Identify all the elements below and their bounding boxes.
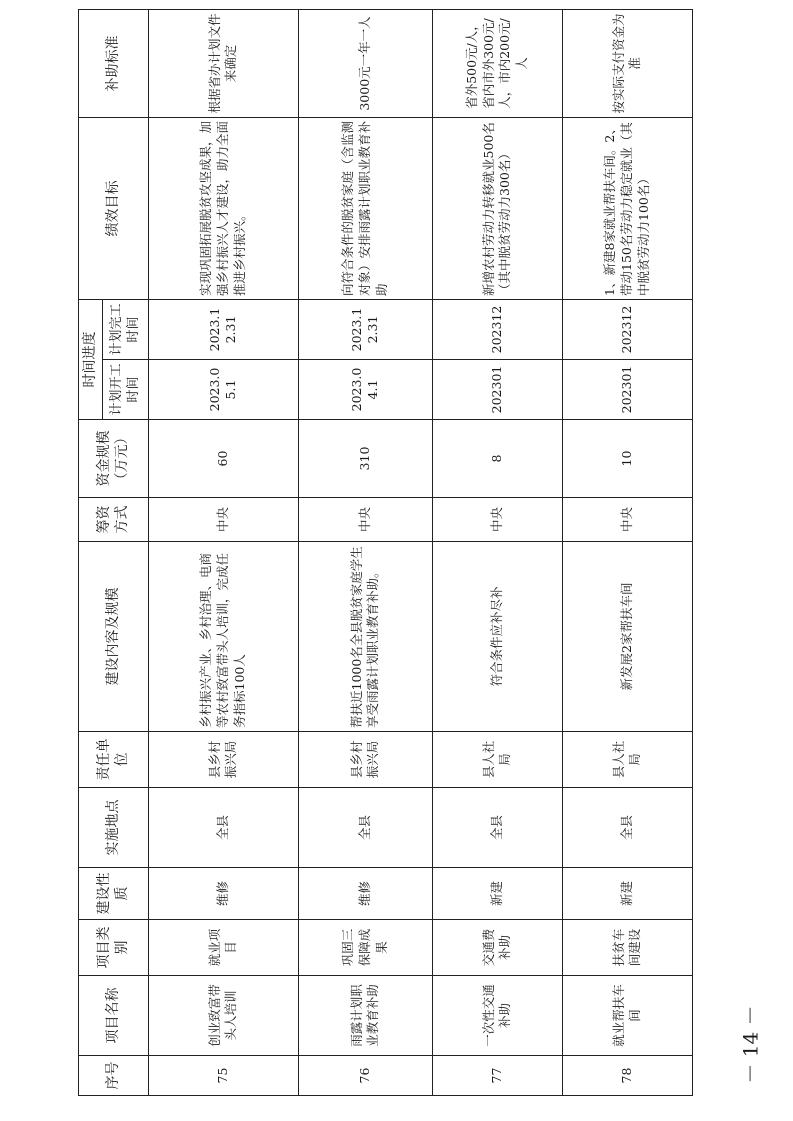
cell-scale: 8 [432, 420, 562, 498]
cell-standard: 根据省办计划文件来确定 [148, 10, 298, 118]
cell-start: 202301 [432, 360, 562, 420]
cell-content: 帮扶近1000名全县脱贫家庭学生享受雨露计划职业教育补助。 [298, 542, 432, 732]
cell-goal: 向符合条件的脱贫家庭（含监测对象）安排雨露计划职业教育补助 [298, 118, 432, 300]
cell-responsible: 县乡村振兴局 [298, 732, 432, 788]
cell-goal: 实现巩固拓展脱贫攻坚成果，加强乡村振兴人才建设，助力全面推进乡村振兴。 [148, 118, 298, 300]
cell-funding: 中央 [432, 498, 562, 542]
cell-name: 一次性交通补助 [432, 976, 562, 1056]
cell-seq: 76 [298, 1056, 432, 1096]
header-category: 项目类别 [79, 920, 149, 976]
table-row [562, 10, 692, 1096]
cell-content: 乡村振兴产业、乡村治理、电商等农村致富带头人培训，完成任务指标100人 [148, 542, 298, 732]
cell-funding: 中央 [562, 498, 692, 542]
cell-start: 2023.04.1 [298, 360, 432, 420]
project-table [78, 9, 693, 1096]
cell-end: 202312 [432, 300, 562, 360]
header-seq: 序号 [79, 1056, 149, 1096]
cell-responsible: 县乡村振兴局 [148, 732, 298, 788]
header-content: 建设内容及规模 [79, 542, 149, 732]
cell-end: 2023.12.31 [148, 300, 298, 360]
table-row [432, 10, 562, 1096]
cell-nature: 新建 [432, 868, 562, 920]
header-location: 实施地点 [79, 788, 149, 868]
cell-funding: 中央 [148, 498, 298, 542]
cell-goal: 1、新建8家就业帮扶车间。2、带动150名劳动力稳定就业（其中脱贫劳动力100名） [562, 118, 692, 300]
cell-responsible: 县人社局 [562, 732, 692, 788]
cell-category: 巩固三保障成果 [298, 920, 432, 976]
cell-name: 雨露计划职业教育补助 [298, 976, 432, 1056]
table-row [298, 10, 432, 1096]
cell-category: 交通费补助 [432, 920, 562, 976]
cell-category: 就业项目 [148, 920, 298, 976]
header-schedule: 时间进度 [79, 300, 103, 420]
cell-nature: 维修 [298, 868, 432, 920]
cell-scale: 60 [148, 420, 298, 498]
header-goal: 绩效目标 [79, 118, 149, 300]
cell-name: 就业帮扶车间 [562, 976, 692, 1056]
rotated-table-wrapper [78, 13, 686, 1096]
cell-standard: 省外500元/人，省内市外300元/人，市内200元/人 [432, 10, 562, 118]
cell-content: 新发展2家帮扶车间 [562, 542, 692, 732]
cell-name: 创业致富带头人培训 [148, 976, 298, 1056]
cell-standard: 按实际支付资金为准 [562, 10, 692, 118]
header-scale: 资金规模（万元） [79, 420, 149, 498]
page-number: － 14 － [738, 1005, 763, 1084]
cell-nature: 维修 [148, 868, 298, 920]
cell-category: 扶贫车间建设 [562, 920, 692, 976]
header-responsible: 责任单位 [79, 732, 149, 788]
header-standard: 补助标准 [79, 10, 149, 118]
cell-end: 2023.12.31 [298, 300, 432, 360]
header-nature: 建设性质 [79, 868, 149, 920]
cell-scale: 310 [298, 420, 432, 498]
cell-content: 符合条件应补尽补 [432, 542, 562, 732]
cell-start: 2023.05.1 [148, 360, 298, 420]
cell-funding: 中央 [298, 498, 432, 542]
table-row [148, 10, 298, 1096]
cell-seq: 75 [148, 1056, 298, 1096]
cell-standard: 3000元一年一人 [298, 10, 432, 118]
cell-scale: 10 [562, 420, 692, 498]
cell-responsible: 县人社局 [432, 732, 562, 788]
cell-end: 202312 [562, 300, 692, 360]
cell-start: 202301 [562, 360, 692, 420]
cell-location: 全县 [432, 788, 562, 868]
cell-location: 全县 [148, 788, 298, 868]
cell-nature: 新建 [562, 868, 692, 920]
cell-seq: 77 [432, 1056, 562, 1096]
cell-location: 全县 [298, 788, 432, 868]
header-funding: 筹资方式 [79, 498, 149, 542]
cell-goal: 新增农村劳动力转移就业500名（其中脱贫劳动力300名） [432, 118, 562, 300]
header-start: 计划开工时间 [102, 360, 148, 420]
header-end: 计划完工时间 [102, 300, 148, 360]
header-name: 项目名称 [79, 976, 149, 1056]
cell-seq: 78 [562, 1056, 692, 1096]
cell-location: 全县 [562, 788, 692, 868]
